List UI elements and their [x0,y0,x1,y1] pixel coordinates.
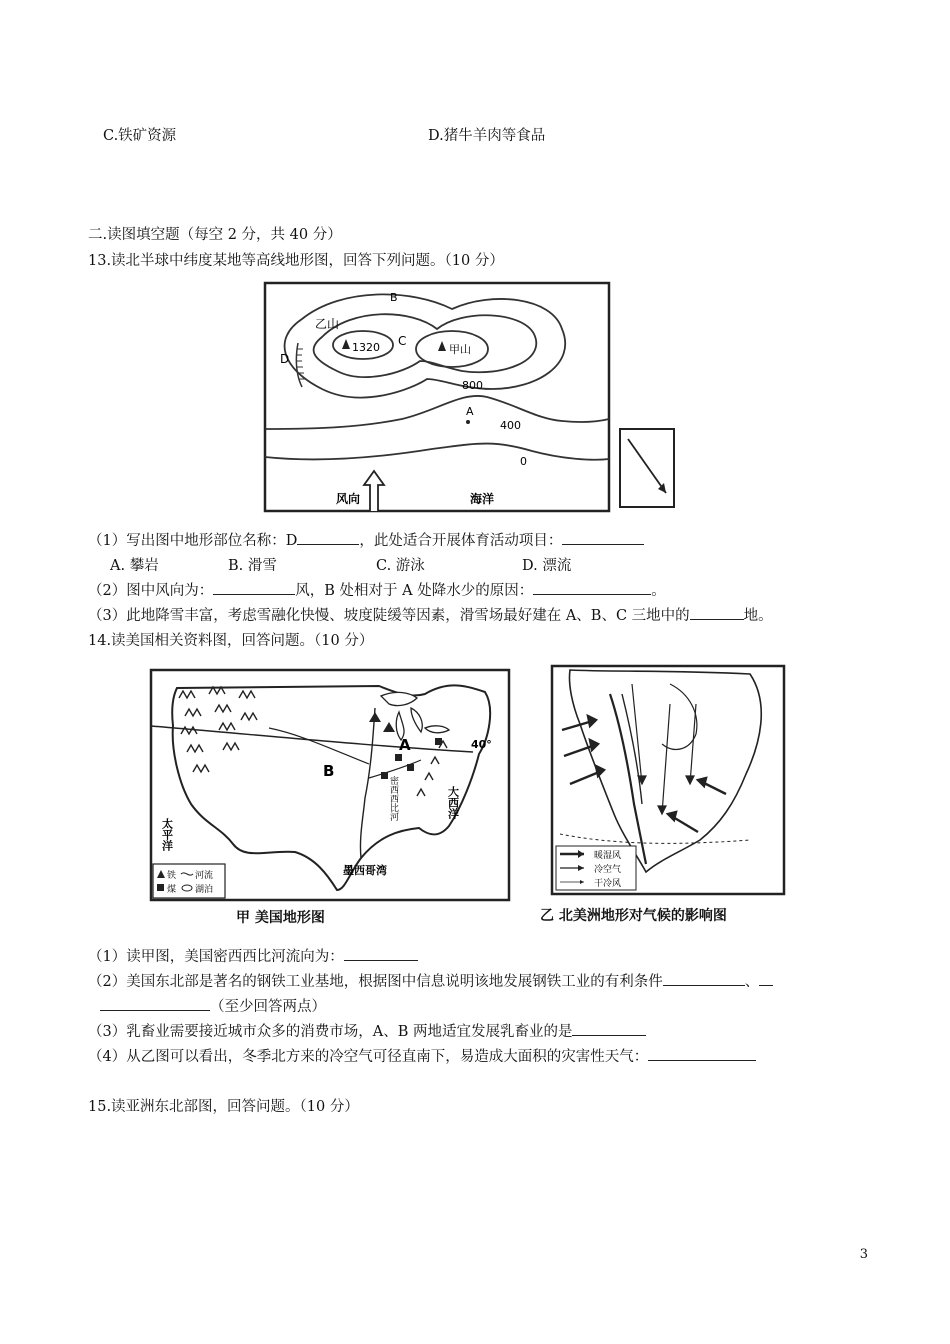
label-atlantic: 大西洋 [446,786,460,819]
label-a: A [466,405,474,418]
choice-d: D. 漂流 [522,558,572,574]
usa-terrain-map [149,668,511,904]
label-jia: 甲山 [449,343,471,356]
q14-blank-flow[interactable] [344,946,418,961]
label-40-deg: 40° [471,738,492,751]
legend-river: 河流 [195,871,214,881]
contour-map [262,279,688,515]
legend-dry-cold-wind: 干冷风 [594,879,622,889]
page-number: 3 [859,1247,868,1262]
caption-map-yi: 乙 北美洲地形对气候的影响图 [540,908,727,924]
q13-p2: （2）图中风向为： 风，B 处相对于 A 处降水少的原因： 。 [88,579,666,600]
q14-stem: 14.读美国相关资料图，回答问题。（10 分） [88,633,374,649]
label-wind: 风向 [336,492,361,506]
legend-warm-wind: 暖湿风 [594,851,622,861]
q15-stem: 15.读亚洲东北部图，回答问题。（10 分） [88,1099,359,1115]
label-0: 0 [520,455,527,468]
q13-blank-wind[interactable] [213,580,295,595]
section-heading: 二.读图填空题（每空 2 分，共 40 分） [88,227,342,243]
label-yi: 乙山 [315,317,340,331]
label-1320: 1320 [352,341,380,354]
label-400: 400 [500,419,521,432]
q14-p1: （1）读甲图，美国密西西比河流向为： [88,945,418,966]
legend-cold-air: 冷空气 [594,865,622,875]
q14-blank-cond1[interactable] [663,971,745,986]
label-d: D [280,352,290,366]
q13-blank-d[interactable] [297,530,359,545]
label-sea: 海洋 [470,492,495,506]
q14-p3: （3）乳畜业需要接近城市众多的消费市场，A、B 两地适宜发展乳畜业的是 [88,1020,646,1041]
q13-p3: （3）此地降雪丰富，考虑雪融化快慢、坡度陡缓等因素，滑雪场最好建在 A、B、C 三地中的 地。 [88,604,773,625]
label-pacific: 太平洋 [160,818,174,851]
label-b: B [390,291,398,304]
choice-b: B. 滑雪 [228,558,277,574]
q14-blank-cond2[interactable] [100,996,210,1011]
q14-p4: （4）从乙图可以看出，冬季北方来的冷空气可径直南下，易造成大面积的灾害性天气： [88,1045,756,1066]
q14-blank-cond2a[interactable] [759,971,773,986]
q13-stem: 13.读北半球中纬度某地等高线地形图，回答下列问题。（10 分） [88,253,504,269]
label-c: C [398,334,407,348]
label-mississippi: 密西西比河 [388,776,398,821]
q13-p1: （1）写出图中地形部位名称：D ，此处适合开展体育活动项目： [88,529,644,550]
q13-blank-reason[interactable] [533,580,651,595]
north-america-climate-map [550,664,786,896]
q14-blank-dairy[interactable] [572,1021,646,1036]
map-label-a: A [399,736,411,754]
q14-p2-cont: （至少回答两点） [100,995,326,1016]
q13-blank-sport[interactable] [562,530,644,545]
q13-blank-site[interactable] [690,605,744,620]
caption-map-jia: 甲 美国地形图 [236,910,325,926]
choice-a: A. 攀岩 [110,558,159,574]
legend-iron: 铁 [167,871,177,881]
option-c: C.铁矿资源 [103,128,177,144]
legend-lake: 湖泊 [195,885,214,895]
label-800: 800 [462,379,483,392]
option-d: D.猪牛羊肉等食品 [428,128,546,144]
legend-coal: 煤 [167,885,177,895]
label-gulf: 墨西哥湾 [343,864,387,877]
map-label-b: B [323,762,335,780]
q14-blank-weather[interactable] [648,1046,756,1061]
q14-p2: （2）美国东北部是著名的钢铁工业基地，根据图中信息说明该地发展钢铁工业的有利条件 、 [88,970,773,991]
choice-c: C. 游泳 [376,558,425,574]
